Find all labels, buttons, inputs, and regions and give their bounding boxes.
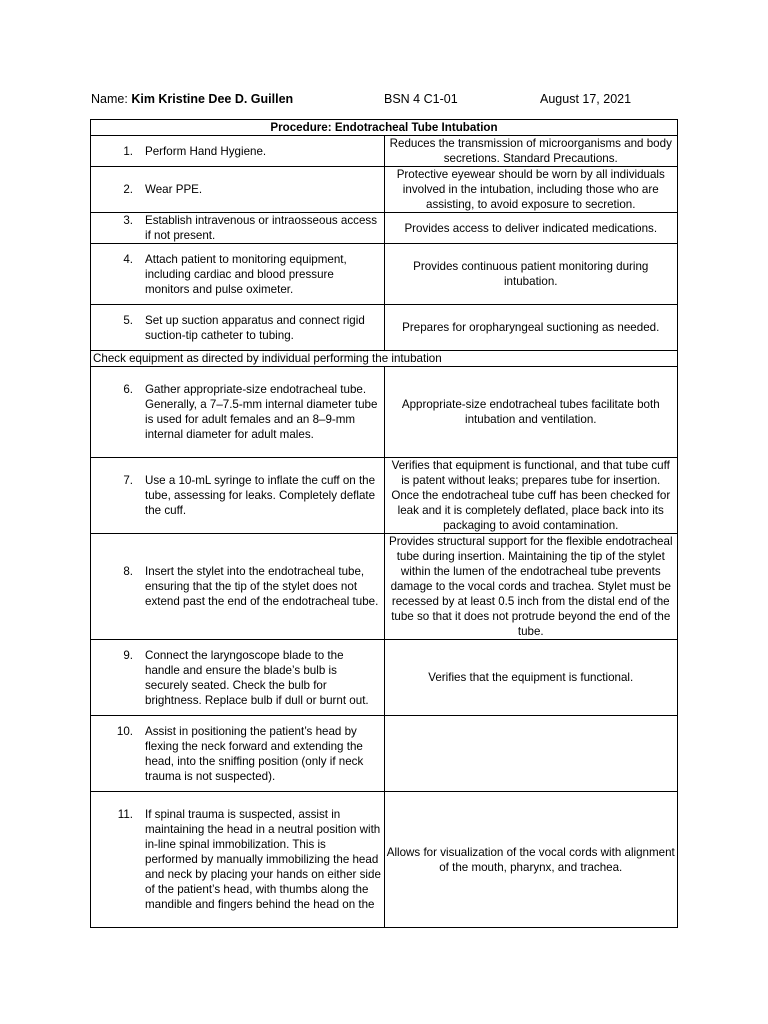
step-number: 5. (123, 313, 133, 327)
step-text: Set up suction apparatus and connect rigid suction-tip catheter to tubing. (145, 313, 365, 342)
rationale-text: Reduces the transmission of microorganisms and body secretions. Standard Precautions. (384, 136, 678, 167)
table-row (91, 367, 678, 458)
rationale-text: Provides structural support for the flexible endotracheal tube during insertion. Maintaining the tip of the stylet within the lumen of the endotracheal tube prevents damage to the vocal cords and trachea. Stylet must be recessed by at least 0.5 inch from the distal end of the tube so that it does not protrude beyond the end of the tube. (384, 534, 678, 640)
table-row (91, 792, 678, 928)
step-number: 11. (117, 808, 133, 821)
rationale-text: Allows for visualization of the vocal cords with alignment of the mouth, pharynx, and trachea. (384, 792, 678, 928)
student-name: Name: Kim Kristine Dee D. Guillen (91, 92, 294, 106)
table-row (91, 716, 678, 792)
step-number: 9. (123, 648, 133, 662)
rationale-text: Verifies that the equipment is functional. (384, 640, 678, 716)
step-text: Gather appropriate-size endotracheal tube. Generally, a 7–7.5-mm internal diameter tube is used for adult females and an 8–9-mm internal diameter for adult males. (145, 383, 378, 441)
step-text: Attach patient to monitoring equipment, including cardiac and blood pressure monitors and pulse oximeter. (145, 252, 347, 296)
table-row (91, 534, 678, 640)
table-row (91, 458, 678, 534)
step-text: Assist in positioning the patient’s head by flexing the neck forward and extending the head, into the sniffing position (only if neck trauma is not suspected). (145, 724, 364, 783)
rationale-text: Provides continuous patient monitoring during intubation. (384, 244, 678, 305)
step-number: 7. (123, 474, 133, 487)
table-row (91, 167, 678, 213)
rationale-text: Prepares for oropharyngeal suctioning as needed. (384, 305, 678, 351)
table-title-row (91, 120, 678, 136)
step-text: If spinal trauma is suspected, assist in maintaining the head in a neutral position with in-line spinal immobilization. This is performed by manually immobilizing the head and neck by placing your hands on either side of the patient’s head, with thumbs along the mandible and fingers behind the head on the (145, 808, 381, 911)
step-number: 4. (123, 252, 133, 266)
table-row (91, 640, 678, 716)
step-text: Connect the laryngoscope blade to the handle and ensure the blade’s bulb is securely seated. Check the bulb for brightness. Replace bulb if dull or burnt out. (145, 648, 369, 707)
rationale-text: Appropriate-size endotracheal tubes facilitate both intubation and ventilation. (384, 367, 678, 458)
step-number: 3. (123, 214, 133, 227)
table-row (91, 136, 678, 167)
document-header (91, 92, 691, 110)
table-row (91, 244, 678, 305)
step-number: 2. (123, 183, 133, 196)
step-number: 8. (123, 565, 133, 578)
step-text: Perform Hand Hygiene. (145, 144, 267, 158)
procedure-table (90, 119, 678, 928)
step-number: 6. (123, 383, 133, 396)
step-text: Wear PPE. (145, 183, 203, 196)
step-number: 1. (123, 144, 133, 158)
rationale-text: Verifies that equipment is functional, and that tube cuff is patent without leaks; prepares tube for insertion. Once the endotracheal tube cuff has been checked for leak and it is completely deflated, place back into its packaging to avoid contamination. (384, 458, 678, 534)
rationale-text: Provides access to deliver indicated medications. (384, 213, 678, 244)
section-note: Check equipment as directed by individual performing the intubation (91, 351, 678, 367)
step-text: Insert the stylet into the endotracheal tube, ensuring that the tip of the stylet does not extend past the end of the endotracheal tube. (145, 565, 379, 608)
table-row (91, 305, 678, 351)
document-date: August 17, 2021 (540, 92, 632, 106)
section-note-row (91, 351, 678, 367)
rationale-text (384, 716, 678, 792)
course-section: BSN 4 C1-01 (384, 92, 458, 106)
table-title: Procedure: Endotracheal Tube Intubation (91, 120, 678, 136)
table-row (91, 213, 678, 244)
step-number: 10. (116, 724, 133, 738)
step-text: Establish intravenous or intraosseous access if not present. (145, 214, 377, 242)
step-text: Use a 10-mL syringe to inflate the cuff on the tube, assessing for leaks. Completely deflate the cuff. (145, 474, 376, 517)
rationale-text: Protective eyewear should be worn by all individuals involved in the intubation, including those who are assisting, to avoid exposure to secretion. (384, 167, 678, 213)
